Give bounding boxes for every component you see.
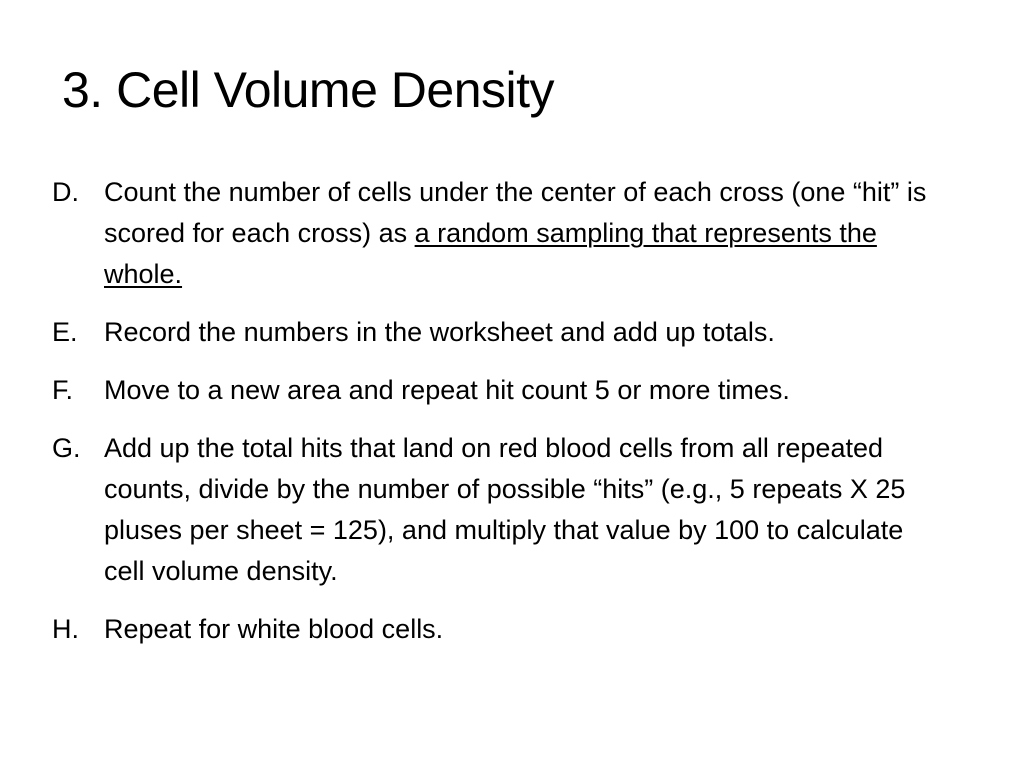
list-item-text (104, 172, 932, 295)
list-item-text-plain: Count the number of cells under the center of each cross (one “hit” is scored for each cross) as (104, 177, 927, 248)
list-item-text: Repeat for white blood cells. (104, 614, 444, 644)
list-marker: G. (52, 433, 81, 463)
list-item-h (52, 609, 932, 650)
list-item-e (52, 312, 932, 353)
list-marker: E. (52, 317, 78, 347)
instruction-list (52, 172, 932, 667)
list-item-f (52, 370, 932, 411)
underlined-phrase: a random sampling that represents the whole. (104, 218, 877, 289)
list-marker: D. (52, 177, 79, 207)
list-item-text: Move to a new area and repeat hit count 5 or more times. (104, 375, 790, 405)
list-marker: H. (52, 614, 79, 644)
list-item-d (52, 172, 932, 295)
list-item-g (52, 428, 932, 592)
list-marker: F. (52, 375, 74, 405)
slide-title: 3. Cell Volume Density (62, 62, 555, 118)
list-item-text: Record the numbers in the worksheet and add up totals. (104, 317, 775, 347)
list-item-text: Add up the total hits that land on red blood cells from all repeated counts, divide by the number of possible “hits” (e.g., 5 repeats X 25 pluses per sheet = 125), and multiply that value by 100 to calculate cell volume density. (104, 433, 906, 586)
